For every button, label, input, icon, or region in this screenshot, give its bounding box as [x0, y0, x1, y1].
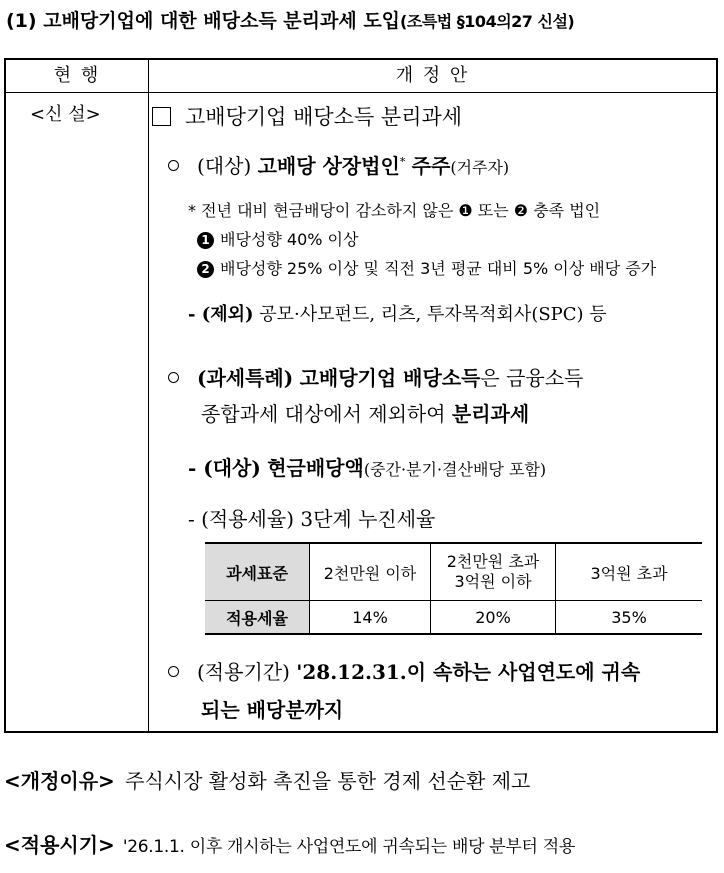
item-period-tag: (적용기간)	[197, 660, 290, 684]
item-rate	[188, 503, 435, 532]
item-period-line1-text: '28.12.31.이 속하는 사업연도에 귀속	[296, 660, 641, 684]
item-subject-tag: - (대상)	[188, 456, 261, 480]
column-header-current: 현 행	[53, 65, 101, 86]
tax-rate-table	[205, 542, 702, 635]
section-heading-text: 고배당기업 배당소득 분리과세	[185, 105, 463, 129]
bracket-2-line1: 2천만원 초과	[446, 552, 540, 571]
column-header-revised: 개 정 안	[395, 65, 470, 86]
rate-3: 35%	[556, 601, 703, 635]
item-special-mid1: 은 금융소득	[480, 366, 584, 390]
item-target-text: 고배당 상장법인	[257, 154, 400, 178]
condition-1	[197, 227, 358, 250]
item-special-bold2: 분리과세	[451, 402, 530, 426]
item-target-paren: (거주자)	[450, 158, 510, 177]
reason-text: 주식시장 활성화 촉진을 통한 경제 선순환 제고	[125, 769, 531, 793]
item-special-line2	[201, 398, 529, 427]
rate-1: 14%	[310, 601, 431, 635]
condition-1-text: 배당성향 40% 이상	[220, 230, 359, 249]
item-special-bold1: 고배당기업 배당소득	[299, 366, 481, 390]
circle-bullet-icon	[168, 372, 179, 383]
page-title	[6, 6, 718, 33]
column-divider	[148, 60, 149, 731]
table-row	[205, 543, 702, 601]
number-1-bullet-icon: 1	[197, 232, 214, 249]
circle-bullet-icon	[168, 666, 179, 677]
item-special-tag: (과세특례)	[197, 366, 294, 390]
tax-base-header: 과세표준	[205, 543, 310, 601]
item-period-line1	[168, 656, 640, 685]
item-target	[168, 150, 509, 179]
item-target-tag: (대상)	[197, 154, 252, 178]
item-special-line2-text: 종합과세 대상에서 제외하여	[201, 402, 446, 426]
item-exclusion	[188, 300, 607, 326]
table-header-row	[6, 60, 716, 93]
item-target-sup: *	[399, 155, 406, 169]
effective-text: '26.1.1. 이후 개시하는 사업연도에 귀속되는 배당 분부터 적용	[122, 837, 576, 857]
item-target-tail: 주주	[411, 154, 451, 178]
item-subject-bold: 현금배당액	[267, 456, 364, 480]
bracket-3: 3억원 초과	[556, 543, 703, 601]
item-exclusion-tag: - (제외)	[188, 304, 254, 325]
title-law-reference: (조특법 §104의27 신설)	[400, 12, 575, 31]
current-status-label: <신 설>	[30, 104, 101, 125]
table-row	[205, 601, 702, 635]
bracket-2-line2: 3억원 이하	[454, 572, 532, 591]
condition-2	[197, 256, 656, 279]
condition-2-text: 배당성향 25% 이상 및 직전 3년 평균 대비 5% 이상 배당 증가	[220, 259, 657, 278]
rate-2: 20%	[431, 601, 556, 635]
effective-row	[4, 829, 575, 858]
bracket-2	[431, 543, 556, 601]
item-exclusion-text: 공모·사모펀드, 리츠, 투자목적회사(SPC) 등	[259, 304, 607, 325]
section-heading	[152, 101, 462, 131]
item-period-line2: 되는 배당분까지	[201, 698, 344, 722]
item-rate-text: 3단계 누진세율	[300, 507, 436, 531]
circle-bullet-icon	[168, 160, 179, 171]
bracket-1: 2천만원 이하	[310, 543, 431, 601]
item-special-line1	[168, 362, 583, 391]
checkbox-square-icon	[152, 107, 171, 126]
target-note: * 전년 대비 현금배당이 감소하지 않은 ❶ 또는 ❷ 충족 법인	[188, 201, 601, 220]
title-main: (1) 고배당기업에 대한 배당소득 분리과세 도입	[6, 10, 401, 32]
item-rate-tag: - (적용세율)	[188, 507, 295, 531]
reason-row	[4, 765, 530, 794]
applied-rate-header: 적용세율	[205, 601, 310, 635]
item-subject-paren: (중간·분기·결산배당 포함)	[363, 460, 547, 479]
reason-label: <개정이유>	[4, 769, 115, 793]
effective-label: <적용시기>	[4, 833, 115, 857]
item-subject	[188, 452, 546, 481]
number-2-bullet-icon: 2	[197, 261, 214, 278]
